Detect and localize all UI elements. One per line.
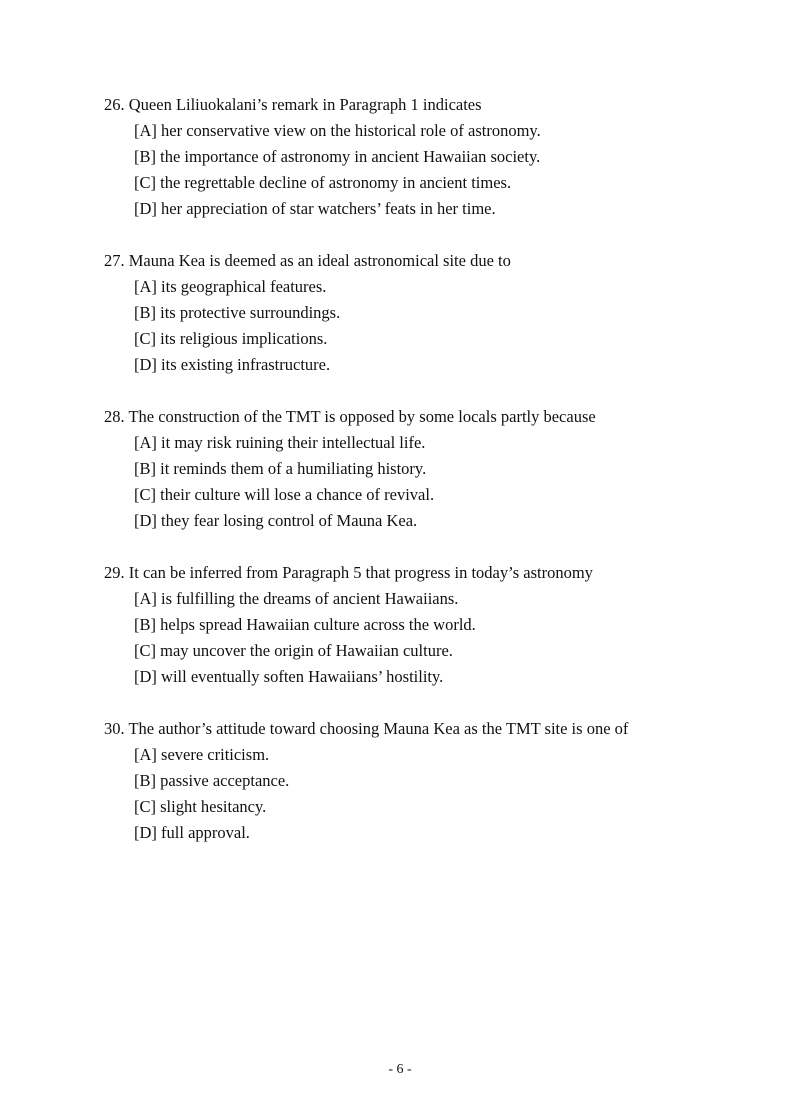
option-c: [C] may uncover the origin of Hawaiian culture. [134,641,453,660]
option-list [104,742,744,846]
question-28 [104,404,744,534]
option-c: [C] the regrettable decline of astronomy in ancient times. [134,173,512,192]
option-d: [D] they fear losing control of Mauna Kea. [134,511,418,530]
option-d: [D] her appreciation of star watchers’ feats in her time. [134,199,496,218]
question-27 [104,248,744,378]
option-list [104,586,744,690]
option-b: [B] the importance of astronomy in ancient Hawaiian society. [134,147,541,166]
question-30 [104,716,744,846]
option-b: [B] its protective surroundings. [134,303,341,322]
question-26 [104,92,744,222]
question-stem: 26. Queen Liliuokalani’s remark in Paragraph 1 indicates [104,95,482,114]
option-a: [A] is fulfilling the dreams of ancient Hawaiians. [134,589,459,608]
option-list [104,430,744,534]
question-stem: 28. The construction of the TMT is opposed by some locals partly because [104,407,596,426]
option-c: [C] slight hesitancy. [134,797,267,816]
option-b: [B] helps spread Hawaiian culture across the world. [134,615,476,634]
question-29 [104,560,744,690]
option-list [104,274,744,378]
option-d: [D] full approval. [134,823,250,842]
option-a: [A] its geographical features. [134,277,327,296]
page-number: - 6 - [388,1062,412,1077]
option-b: [B] it reminds them of a humiliating history. [134,459,427,478]
question-stem: 27. Mauna Kea is deemed as an ideal astronomical site due to [104,251,511,270]
question-list [104,92,744,872]
option-list [104,118,744,222]
option-a: [A] severe criticism. [134,745,270,764]
question-stem: 29. It can be inferred from Paragraph 5 that progress in today’s astronomy [104,563,593,582]
option-d: [D] will eventually soften Hawaiians’ hostility. [134,667,444,686]
option-c: [C] its religious implications. [134,329,328,348]
question-stem: 30. The author’s attitude toward choosing Mauna Kea as the TMT site is one of [104,719,629,738]
option-a: [A] her conservative view on the historical role of astronomy. [134,121,541,140]
option-b: [B] passive acceptance. [134,771,290,790]
option-a: [A] it may risk ruining their intellectual life. [134,433,426,452]
option-c: [C] their culture will lose a chance of revival. [134,485,435,504]
option-d: [D] its existing infrastructure. [134,355,331,374]
